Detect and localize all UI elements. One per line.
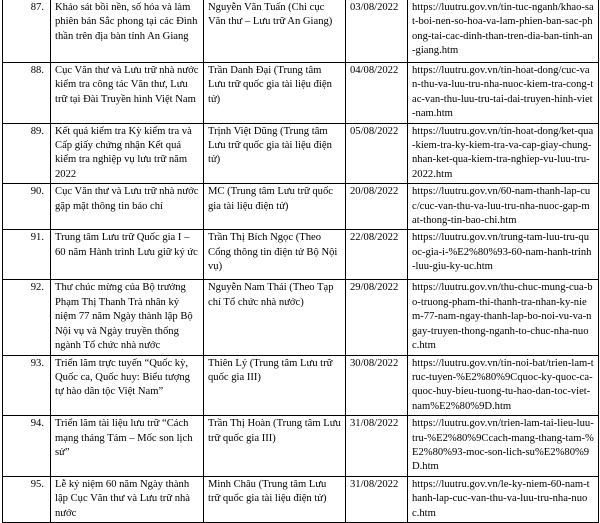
publish-date: 22/08/2022	[346, 230, 408, 280]
publish-date: 31/08/2022	[346, 476, 408, 522]
table-row	[3, 123, 599, 184]
row-number: 91.	[3, 230, 51, 280]
article-link[interactable]: https://luutru.gov.vn/tin-hoat-dong/cuc-van-thu-va-luu-tru-nha-nuoc-kiem-tra-cong-tac-van-thu-luu-tru-tai-dai-truyen-hinh-viet-nam.htm	[408, 63, 599, 124]
publish-date: 31/08/2022	[346, 416, 408, 477]
article-author: Nguyễn Văn Tuấn (Chi cục Văn thư – Lưu trữ An Giang)	[204, 0, 346, 63]
table-row	[3, 184, 599, 230]
table-row	[3, 63, 599, 124]
row-number: 89.	[3, 123, 51, 184]
publish-date: 03/08/2022	[346, 0, 408, 63]
article-link[interactable]: https://luutru.gov.vn/le-ky-niem-60-nam-thanh-lap-cuc-van-thu-va-luu-tru-nha-nuoc.htm	[408, 476, 599, 522]
table-row	[3, 230, 599, 280]
table-row	[3, 0, 599, 63]
publish-date: 05/08/2022	[346, 123, 408, 184]
article-author: Trần Thị Bích Ngọc (Theo Cổng thông tin điện tử Bộ Nội vụ)	[204, 230, 346, 280]
article-title: Triển lãm trực tuyến “Quốc kỳ, Quốc ca, Quốc huy: Biểu tượng tự hào dân tộc Việt Nam”	[51, 355, 204, 416]
article-title: Kết quả kiểm tra Kỳ kiểm tra và Cấp giấy chứng nhận Kết quả kiểm tra nghiệp vụ lưu trữ năm 2022	[51, 123, 204, 184]
article-link[interactable]: https://luutru.gov.vn/tin-noi-bat/trien-lam-truc-tuyen-%E2%80%9Cquoc-ky-quoc-ca-quoc-huy-bieu-tuong-tu-hao-dan-toc-viet-nam%E2%80%9D.htm	[408, 355, 599, 416]
article-title: Triển lãm tài liệu lưu trữ “Cách mạng tháng Tám – Mốc son lịch sử”	[51, 416, 204, 477]
row-number: 88.	[3, 63, 51, 124]
article-title: Khảo sát bồi nền, số hóa và làm phiên bản Sắc phong tại các Đình thần trên địa bàn tỉnh An Giang	[51, 0, 204, 63]
row-number: 92.	[3, 280, 51, 355]
publish-date: 29/08/2022	[346, 280, 408, 355]
article-link[interactable]: https://luutru.gov.vn/trung-tam-luu-tru-quoc-gia-i-%E2%80%93-60-nam-hanh-trinh-luu-giu-ky-uc.htm	[408, 230, 599, 280]
table-row	[3, 355, 599, 416]
article-author: Minh Châu (Trung tâm Lưu trữ quốc gia tài liệu điện tử)	[204, 476, 346, 522]
article-author: Trần Thị Hoàn (Trung tâm Lưu trữ quốc gia III)	[204, 416, 346, 477]
row-number: 90.	[3, 184, 51, 230]
article-author: Trịnh Việt Dũng (Trung tâm Lưu trữ quốc gia tài liệu điện tử)	[204, 123, 346, 184]
article-title: Lễ kỷ niệm 60 năm Ngày thành lập Cục Văn thư và Lưu trữ nhà nước	[51, 476, 204, 522]
article-title: Cục Văn thư và Lưu trữ nhà nước gặp mặt thông tin báo chí	[51, 184, 204, 230]
article-author: Trần Danh Đại (Trung tâm Lưu trữ quốc gia tài liệu điện tử)	[204, 63, 346, 124]
row-number: 93.	[3, 355, 51, 416]
article-link[interactable]: https://luutru.gov.vn/tin-tuc-nganh/khao-sat-boi-nen-so-hoa-va-lam-phien-ban-sac-phong-tai-cac-dinh-than-tren-dia-ban-tinh-an-giang.htm	[408, 0, 599, 63]
articles-table	[2, 0, 599, 523]
table-row	[3, 416, 599, 477]
article-title: Trung tâm Lưu trữ Quốc gia I – 60 năm Hành trình Lưu giữ ký ức	[51, 230, 204, 280]
article-link[interactable]: https://luutru.gov.vn/trien-lam-tai-lieu-luu-tru-%E2%80%9Ccach-mang-thang-tam-%E2%80%93-moc-son-lich-su%E2%80%9D.htm	[408, 416, 599, 477]
publish-date: 30/08/2022	[346, 355, 408, 416]
table-row	[3, 476, 599, 522]
table-row	[3, 280, 599, 355]
row-number: 94.	[3, 416, 51, 477]
article-title: Thư chúc mừng của Bộ trưởng Phạm Thị Thanh Trà nhân kỷ niệm 77 năm Ngày thành lập Bộ Nội vụ và Ngày truyền thống ngành Tổ chức nhà nước	[51, 280, 204, 355]
row-number: 95.	[3, 476, 51, 522]
article-author: Thiên Lý (Trung tâm Lưu trữ quốc gia III)	[204, 355, 346, 416]
row-number: 87.	[3, 0, 51, 63]
publish-date: 20/08/2022	[346, 184, 408, 230]
article-author: Nguyễn Nam Thái (Theo Tạp chí Tổ chức nhà nước)	[204, 280, 346, 355]
article-link[interactable]: https://luutru.gov.vn/tin-hoat-dong/ket-qua-kiem-tra-ky-kiem-tra-va-cap-giay-chung-nhan-ket-qua-kiem-tra-nghiep-vu-luu-tru-2022.htm	[408, 123, 599, 184]
article-link[interactable]: https://luutru.gov.vn/60-nam-thanh-lap-cuc/cuc-van-thu-va-luu-tru-nha-nuoc-gap-mat-thong-tin-bao-chi.htm	[408, 184, 599, 230]
publish-date: 04/08/2022	[346, 63, 408, 124]
article-link[interactable]: https://luutru.gov.vn/thu-chuc-mung-cua-bo-truong-pham-thi-thanh-tra-nhan-ky-niem-77-nam-ngay-thanh-lap-bo-noi-vu-va-ngay-truyen-thong-nganh-to-chuc-nha-nuoc.htm	[408, 280, 599, 355]
article-author: MC (Trung tâm Lưu trữ quốc gia tài liệu điện tử)	[204, 184, 346, 230]
article-title: Cục Văn thư và Lưu trữ nhà nước kiểm tra công tác Văn thư, Lưu trữ tại Đài Truyền hình Việt Nam	[51, 63, 204, 124]
